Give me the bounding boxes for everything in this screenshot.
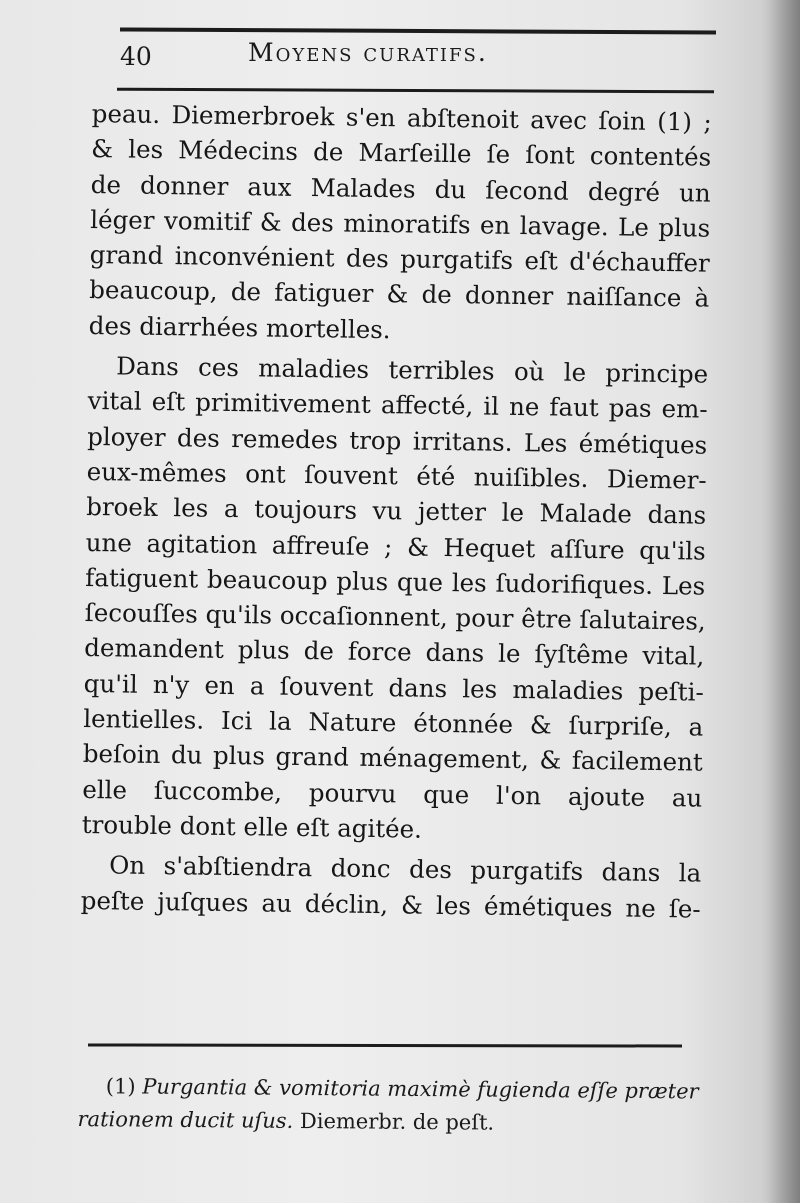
text-line: beaucoup, de fatiguer & de donner naiſſance à bbox=[89, 275, 710, 314]
text-line: grand inconvénient des purgatifs eſt d'échauffer bbox=[89, 240, 710, 278]
text-line: de donner aux Malades du ſecond degré un bbox=[90, 169, 711, 208]
header-rule bbox=[117, 88, 714, 94]
body-text bbox=[81, 96, 712, 926]
text-line: ſecouſſes qu'ils occaſionnent, pour être ſalutaires, bbox=[84, 598, 706, 636]
text-line: peau. Diemerbroek s'en abſtenoit avec ſoin (1) ; bbox=[91, 98, 712, 137]
text-line: broek les a toujours vu jetter le Malade dans bbox=[86, 492, 707, 530]
footnote-line bbox=[77, 1103, 692, 1141]
text-line: eux-mêmes ont ſouvent été nuiſibles. Diemer- bbox=[86, 456, 707, 495]
text-line: lentielles. Ici la Nature étonnée & ſurpriſe, a bbox=[83, 703, 704, 742]
page-number: 40 bbox=[120, 42, 152, 71]
footnote-rule bbox=[88, 1043, 682, 1047]
text-line: trouble dont elle eſt agitée. bbox=[81, 809, 423, 844]
text-line: demandent plus de force dans le ſyſtême vital, bbox=[84, 633, 705, 672]
text-line: ployer des remedes trop irritans. Les émétiques bbox=[87, 421, 708, 460]
running-head: Moyens curatifs. bbox=[248, 38, 488, 67]
text-line: peſte juſques au déclin, & les émétiques ne ſe- bbox=[80, 885, 701, 924]
footnote-marker: (1) bbox=[105, 1074, 136, 1099]
text-line: elle ſuccombe, pourvu que l'on ajoute au bbox=[82, 774, 703, 813]
text-line: vital eſt primitivement affecté, il ne faut pas em- bbox=[87, 386, 708, 425]
footnote-citation: Diemerbr. de peſt. bbox=[293, 1108, 495, 1135]
text-line: Dans ces maladies terribles où le principe bbox=[116, 351, 709, 389]
text-line: & les Médecins de Marſeille ſe ſont contentés bbox=[91, 134, 712, 172]
footnote-line bbox=[78, 1070, 699, 1108]
page-header bbox=[120, 38, 720, 78]
text-line: des diarrhées mortelles. bbox=[88, 310, 391, 344]
footnote bbox=[77, 1070, 699, 1141]
text-line: On s'abſtiendra donc des purgatifs dans la bbox=[109, 850, 702, 888]
text-line: qu'il n'y en a ſouvent dans les maladies peſti- bbox=[83, 668, 704, 707]
footnote-latin-text: Purgantia & vomitoria maximè fugienda eſſe præter bbox=[142, 1074, 699, 1104]
text-line: une agitation affreuſe ; & Hequet aſſure qu'ils bbox=[85, 527, 706, 566]
footnote-latin-text: rationem ducit uſus. bbox=[77, 1106, 294, 1133]
top-rule bbox=[120, 27, 716, 34]
text-line: beſoin du plus grand ménagement, & facilement bbox=[82, 739, 703, 777]
text-line: fatiguent beaucoup plus que les ſudorifiques. Les bbox=[85, 562, 706, 601]
text-line: léger vomitif & des minoratifs en lavage. Le plus bbox=[90, 204, 711, 243]
